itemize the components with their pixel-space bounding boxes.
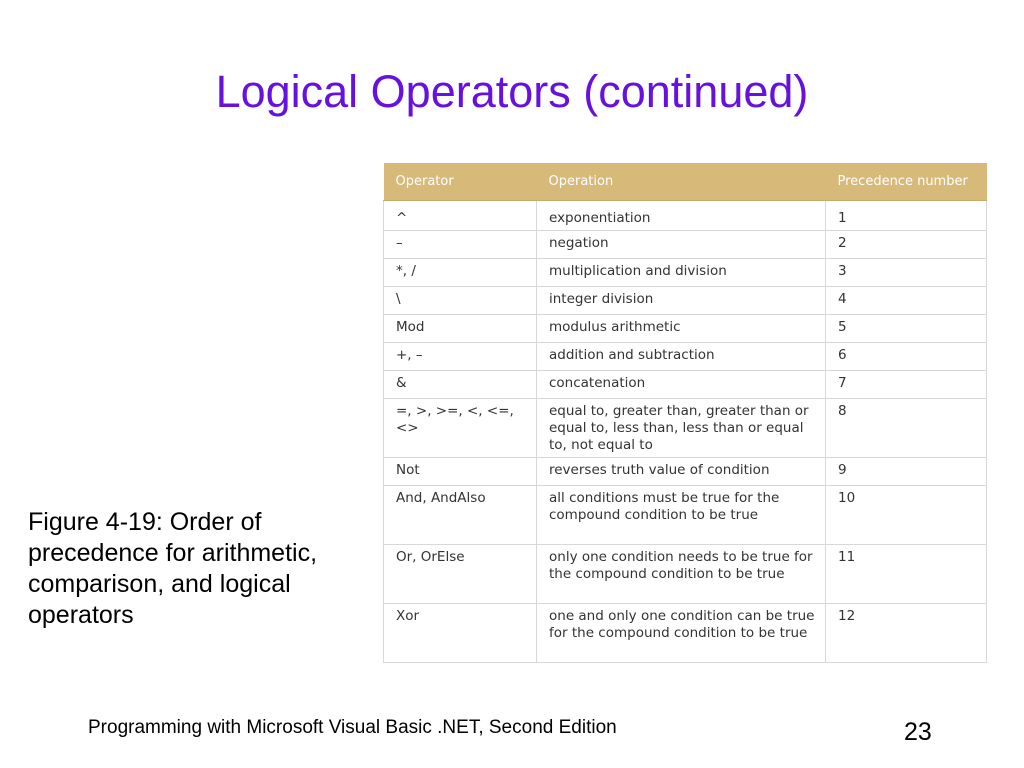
table-row — [384, 545, 987, 604]
table-row — [384, 371, 987, 399]
operator-cell: And, AndAlso — [384, 486, 537, 545]
precedence-cell: 8 — [826, 399, 987, 458]
operator-cell: \ — [384, 287, 537, 315]
operation-cell: modulus arithmetic — [537, 315, 826, 343]
operation-cell: multiplication and division — [537, 259, 826, 287]
precedence-cell: 3 — [826, 259, 987, 287]
footer-text: Programming with Microsoft Visual Basic .NET, Second Edition — [88, 717, 617, 738]
operation-cell: all conditions must be true for the compound condition to be true — [537, 486, 826, 545]
operation-cell: negation — [537, 231, 826, 259]
operator-cell: ^ — [384, 201, 537, 231]
precedence-cell: 2 — [826, 231, 987, 259]
table-row — [384, 399, 987, 458]
header-operator: Operator — [384, 163, 537, 201]
operator-cell: *, / — [384, 259, 537, 287]
operation-cell: reverses truth value of condition — [537, 458, 826, 486]
operation-cell: only one condition needs to be true for the compound condition to be true — [537, 545, 826, 604]
operator-cell: Mod — [384, 315, 537, 343]
table-row — [384, 486, 987, 545]
precedence-cell: 10 — [826, 486, 987, 545]
precedence-cell: 7 — [826, 371, 987, 399]
table-row — [384, 287, 987, 315]
operation-cell: equal to, greater than, greater than or equal to, less than, less than or equal to, not equal to — [537, 399, 826, 458]
table-row — [384, 201, 987, 231]
operator-cell: Xor — [384, 604, 537, 663]
precedence-cell: 5 — [826, 315, 987, 343]
table-row — [384, 343, 987, 371]
precedence-table-container — [383, 163, 986, 663]
operation-cell: integer division — [537, 287, 826, 315]
table-header-row — [384, 163, 987, 201]
figure-caption: Figure 4-19: Order of precedence for arithmetic, comparison, and logical operators — [28, 508, 318, 629]
table-row — [384, 315, 987, 343]
precedence-cell: 6 — [826, 343, 987, 371]
operator-precedence-table — [383, 163, 987, 663]
precedence-cell: 9 — [826, 458, 987, 486]
operator-cell: – — [384, 231, 537, 259]
table-row — [384, 458, 987, 486]
table-row — [384, 259, 987, 287]
operation-cell: one and only one condition can be true for the compound condition to be true — [537, 604, 826, 663]
precedence-cell: 1 — [826, 201, 987, 231]
header-operation: Operation — [537, 163, 826, 201]
operator-cell: +, – — [384, 343, 537, 371]
table-row — [384, 231, 987, 259]
operation-cell: concatenation — [537, 371, 826, 399]
slide-title: Logical Operators (continued) — [215, 66, 809, 117]
operator-cell: Not — [384, 458, 537, 486]
operation-cell: addition and subtraction — [537, 343, 826, 371]
precedence-cell: 4 — [826, 287, 987, 315]
operator-cell: & — [384, 371, 537, 399]
operator-cell: =, >, >=, <, <=, <> — [384, 399, 537, 458]
operation-cell: exponentiation — [537, 201, 826, 231]
precedence-cell: 11 — [826, 545, 987, 604]
table-row — [384, 604, 987, 663]
precedence-cell: 12 — [826, 604, 987, 663]
page-number: 23 — [904, 718, 932, 746]
header-precedence-number: Precedence number — [826, 163, 987, 201]
operator-cell: Or, OrElse — [384, 545, 537, 604]
